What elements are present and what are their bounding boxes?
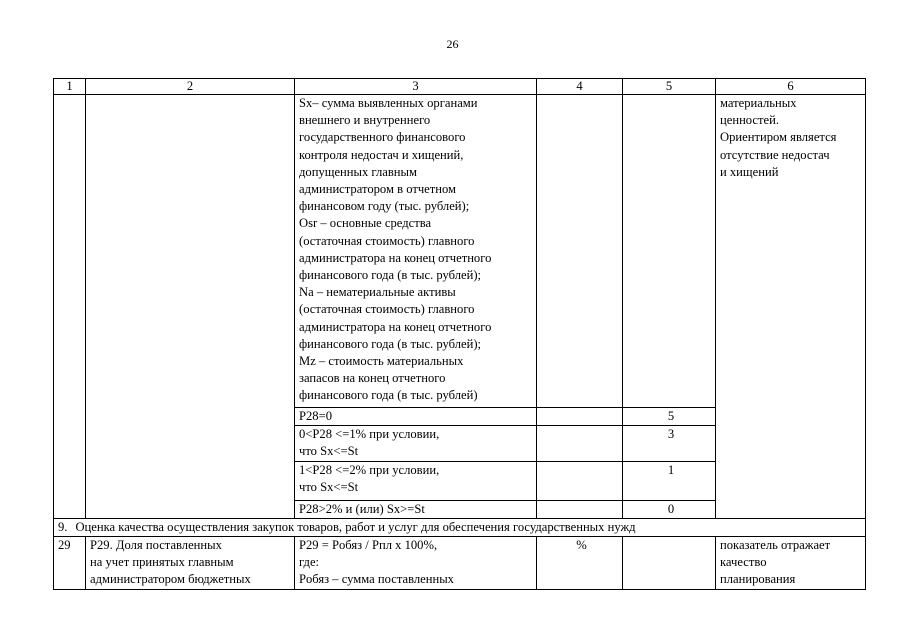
formula-line: Sx– сумма выявленных органами — [299, 96, 478, 110]
comment-line: планирования — [720, 572, 796, 587]
column-number: 3 — [295, 79, 537, 95]
indicator-line: P29. Доля поставленных — [90, 538, 222, 553]
page-number: 26 — [446, 37, 459, 51]
comment-line: ценностей. — [720, 113, 779, 128]
condition-line: что Sx<=St — [299, 444, 359, 459]
section-number: 9. — [58, 519, 68, 534]
formula-line: государственного финансового — [299, 130, 466, 145]
column-number: 5 — [623, 79, 716, 95]
indicator-cell — [86, 95, 295, 519]
formula-line: Pобяз – сумма поставленных — [299, 572, 454, 587]
condition-cell — [295, 408, 537, 426]
column-number: 2 — [86, 79, 295, 95]
formula-line: P29 = Pобяз / Pпл х 100%, — [299, 538, 438, 553]
formula-line: где: — [299, 555, 320, 570]
evaluation-table — [53, 78, 866, 590]
score-cell — [623, 95, 716, 408]
formula-cell — [295, 95, 537, 408]
condition-cell — [295, 461, 537, 500]
column-number: 4 — [537, 79, 623, 95]
score-cell: 3 — [623, 426, 716, 461]
formula-line: администратора на конец отчетного — [299, 319, 492, 334]
formula-line: допущенных главным — [299, 164, 417, 179]
column-number-row — [54, 79, 866, 95]
comment-cell — [716, 95, 866, 519]
row-number-cell: 29 — [54, 537, 86, 590]
comment-line: материальных — [720, 96, 797, 110]
formula-line: (остаточная стоимость) главного — [299, 302, 475, 317]
table-row — [54, 537, 866, 590]
condition-line: 0<P28 <=1% при условии, — [299, 427, 440, 442]
formula-line: администратора на конец отчетного — [299, 250, 492, 265]
comment-line: качество — [720, 555, 767, 570]
formula-line: Osr – основные средства — [299, 216, 432, 231]
unit-cell — [537, 408, 623, 426]
comment-line: Ориентиром является — [720, 130, 837, 145]
comment-line: показатель отражает — [720, 538, 831, 553]
formula-line: администратором в отчетном — [299, 182, 457, 197]
condition-line: что Sx<=St — [299, 479, 359, 494]
formula-line: контроля недостач и хищений, — [299, 147, 464, 162]
unit-cell — [537, 426, 623, 461]
unit-cell — [537, 461, 623, 500]
comment-cell — [716, 537, 866, 590]
condition-line: P28>2% и (или) Sx>=St — [299, 501, 425, 516]
formula-line: Mz – стоимость материальных — [299, 354, 464, 369]
condition-cell — [295, 500, 537, 518]
score-cell — [623, 537, 716, 590]
unit-cell: % — [537, 537, 623, 590]
score-cell: 0 — [623, 500, 716, 518]
column-number: 6 — [716, 79, 866, 95]
formula-line: (остаточная стоимость) главного — [299, 233, 475, 248]
table-row — [54, 95, 866, 408]
formula-line: внешнего и внутреннего — [299, 113, 431, 128]
formula-line: запасов на конец отчетного — [299, 371, 446, 386]
formula-line: финансового года (в тыс. рублей) — [299, 388, 478, 403]
comment-line: и хищений — [720, 164, 779, 179]
indicator-cell — [86, 537, 295, 590]
score-cell: 1 — [623, 461, 716, 500]
indicator-line: администратором бюджетных — [90, 572, 251, 587]
formula-line: финансового года (в тыс. рублей); — [299, 268, 482, 283]
score-cell: 5 — [623, 408, 716, 426]
unit-cell — [537, 95, 623, 408]
formula-line: финансового года (в тыс. рублей); — [299, 336, 482, 351]
formula-cell — [295, 537, 537, 590]
condition-line: 1<P28 <=2% при условии, — [299, 462, 440, 477]
section-row — [54, 518, 866, 536]
condition-line: P28=0 — [299, 409, 332, 423]
column-number: 1 — [54, 79, 86, 95]
row-number-cell — [54, 95, 86, 519]
formula-line: финансовом году (тыс. рублей); — [299, 199, 470, 214]
section-heading — [54, 518, 866, 536]
formula-line: Na – нематериальные активы — [299, 285, 456, 300]
section-title: Оценка качества осуществления закупок товаров, работ и услуг для обеспечения государственных нужд — [75, 519, 636, 534]
comment-line: отсутствие недостач — [720, 147, 830, 162]
unit-cell — [537, 500, 623, 518]
condition-cell — [295, 426, 537, 461]
indicator-line: на учет принятых главным — [90, 555, 234, 570]
